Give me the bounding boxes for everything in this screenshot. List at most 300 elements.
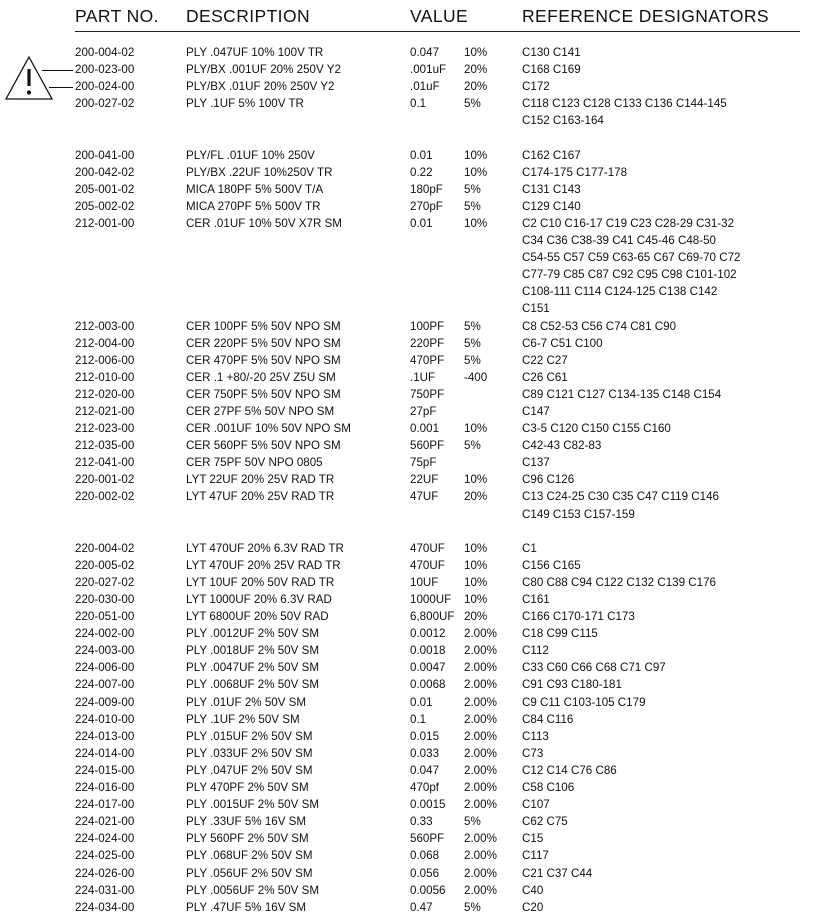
reference-designators-line: C26 C61 bbox=[522, 370, 568, 384]
value-cell: 100PF bbox=[410, 319, 445, 333]
description-cell: CER 470PF 5% 50V NPO SM bbox=[186, 353, 341, 367]
table-row bbox=[0, 591, 813, 608]
reference-designators-cell bbox=[522, 215, 802, 318]
tolerance-cell: 20% bbox=[464, 490, 488, 504]
description-cell: PLY 470PF 2% 50V SM bbox=[186, 781, 309, 795]
tolerance-cell: 5% bbox=[464, 815, 481, 829]
reference-designators-cell bbox=[522, 608, 802, 625]
table-row bbox=[0, 865, 813, 882]
description-cell: PLY .068UF 2% 50V SM bbox=[186, 849, 313, 863]
reference-designators-cell bbox=[522, 711, 802, 728]
table-row bbox=[0, 728, 813, 745]
tolerance-cell: 2.00% bbox=[464, 763, 497, 777]
description-cell: PLY .47UF 5% 16V SM bbox=[186, 900, 307, 914]
table-row bbox=[0, 642, 813, 659]
tolerance-cell: 5% bbox=[464, 336, 481, 350]
tolerance-cell: 2.00% bbox=[464, 883, 497, 897]
value-cell: 0.047 bbox=[410, 763, 440, 777]
reference-designators-line: C73 bbox=[522, 746, 544, 760]
part-number-cell: 224-010-00 bbox=[75, 712, 135, 726]
tolerance-cell: 2.00% bbox=[464, 832, 497, 846]
description-cell: LYT 47UF 20% 25V RAD TR bbox=[186, 490, 335, 504]
table-row bbox=[0, 335, 813, 352]
reference-designators-line: C9 C11 C103-105 C179 bbox=[522, 695, 646, 709]
table-row bbox=[0, 352, 813, 369]
tolerance-cell: 2.00% bbox=[464, 661, 497, 675]
part-number-cell: 224-015-00 bbox=[75, 763, 135, 777]
part-number-cell: 224-007-00 bbox=[75, 678, 135, 692]
table-row bbox=[0, 625, 813, 642]
reference-designators-cell bbox=[522, 830, 802, 847]
value-cell: 0.056 bbox=[410, 866, 440, 880]
value-cell: 180pF bbox=[410, 182, 443, 196]
part-number-cell: 205-001-02 bbox=[75, 182, 135, 196]
description-cell: PLY .0015UF 2% 50V SM bbox=[186, 798, 319, 812]
reference-designators-cell bbox=[522, 403, 802, 420]
part-number-cell: 212-010-00 bbox=[75, 370, 135, 384]
reference-designators-line: C8 C52-53 C56 C74 C81 C90 bbox=[522, 319, 677, 333]
table-header bbox=[0, 6, 813, 32]
reference-designators-cell bbox=[522, 796, 802, 813]
reference-designators-cell bbox=[522, 147, 802, 164]
tolerance-cell: 10% bbox=[464, 148, 488, 162]
part-number-cell: 224-026-00 bbox=[75, 866, 135, 880]
value-cell: .01uF bbox=[410, 80, 440, 94]
tolerance-cell: 2.00% bbox=[464, 644, 497, 658]
reference-designators-line: C118 C123 C128 C133 C136 C144-145 bbox=[522, 97, 727, 111]
value-cell: 0.47 bbox=[410, 900, 433, 914]
part-number-cell: 212-023-00 bbox=[75, 422, 135, 436]
part-number-cell: 212-020-00 bbox=[75, 387, 135, 401]
value-cell: 0.1 bbox=[410, 712, 427, 726]
description-cell: CER 100PF 5% 50V NPO SM bbox=[186, 319, 341, 333]
table-row bbox=[0, 454, 813, 471]
reference-designators-cell bbox=[522, 164, 802, 181]
part-number-cell: 200-023-00 bbox=[75, 63, 135, 77]
value-cell: 470UF bbox=[410, 541, 445, 555]
table-row bbox=[0, 44, 813, 61]
reference-designators-cell bbox=[522, 335, 802, 352]
table-row bbox=[0, 694, 813, 711]
table-row bbox=[0, 762, 813, 779]
value-cell: 560PF bbox=[410, 439, 445, 453]
reference-designators-cell bbox=[522, 198, 802, 215]
part-number-cell: 220-001-02 bbox=[75, 473, 135, 487]
description-cell: MICA 180PF 5% 500V T/A bbox=[186, 182, 324, 196]
description-cell: PLY .0068UF 2% 50V SM bbox=[186, 678, 319, 692]
reference-designators-cell bbox=[522, 899, 802, 916]
value-cell: 47UF bbox=[410, 490, 439, 504]
tolerance-cell: 5% bbox=[464, 353, 481, 367]
table-row bbox=[0, 574, 813, 591]
tolerance-cell: 10% bbox=[464, 165, 488, 179]
description-cell: LYT 22UF 20% 25V RAD TR bbox=[186, 473, 335, 487]
reference-designators-cell bbox=[522, 454, 802, 471]
reference-designators-cell bbox=[522, 728, 802, 745]
reference-designators-cell bbox=[522, 420, 802, 437]
description-cell: PLY .015UF 2% 50V SM bbox=[186, 729, 313, 743]
reference-designators-line: C1 bbox=[522, 541, 537, 555]
reference-designators-line: C112 bbox=[522, 644, 549, 658]
reference-designators-line: C117 bbox=[522, 849, 549, 863]
part-number-cell: 224-006-00 bbox=[75, 661, 135, 675]
tolerance-cell: 10% bbox=[464, 593, 488, 606]
reference-designators-line: C77-79 C85 C87 C92 C95 C98 C101-102 bbox=[522, 268, 737, 282]
description-cell: CER 220PF 5% 50V NPO SM bbox=[186, 336, 341, 350]
description-cell: PLY .0018UF 2% 50V SM bbox=[186, 644, 319, 658]
reference-designators-cell bbox=[522, 745, 802, 762]
table-row bbox=[0, 61, 813, 78]
part-number-cell: 200-024-00 bbox=[75, 80, 135, 94]
tolerance-cell: 10% bbox=[464, 422, 488, 436]
description-cell: PLY/BX .22UF 10%250V TR bbox=[186, 165, 333, 179]
value-cell: 270pF bbox=[410, 199, 443, 213]
part-number-cell: 224-024-00 bbox=[75, 832, 135, 846]
tolerance-cell: -400 bbox=[464, 370, 488, 384]
description-cell: PLY .033UF 2% 50V SM bbox=[186, 746, 313, 760]
part-number-cell: 224-003-00 bbox=[75, 644, 135, 658]
value-cell: .001uF bbox=[410, 63, 447, 77]
table-row bbox=[0, 488, 813, 522]
description-cell: PLY .01UF 2% 50V SM bbox=[186, 695, 307, 709]
reference-designators-line: C58 C106 bbox=[522, 781, 575, 795]
tolerance-cell: 2.00% bbox=[464, 712, 497, 726]
part-number-cell: 200-041-00 bbox=[75, 148, 135, 162]
reference-designators-line: C149 C153 C157-159 bbox=[522, 507, 635, 521]
reference-designators-line: C18 C99 C115 bbox=[522, 627, 598, 641]
part-number-cell: 212-041-00 bbox=[75, 456, 135, 470]
reference-designators-line: C152 C163-164 bbox=[522, 114, 604, 128]
reference-designators-line: C147 bbox=[522, 404, 550, 418]
reference-designators-line: C96 C126 bbox=[522, 473, 575, 487]
tolerance-cell: 10% bbox=[464, 558, 488, 572]
value-cell: 0.015 bbox=[410, 729, 440, 743]
reference-designators-cell bbox=[522, 352, 802, 369]
value-cell: 0.0012 bbox=[410, 627, 446, 641]
value-cell: 0.22 bbox=[410, 165, 433, 179]
reference-designators-line: C89 C121 C127 C134-135 C148 C154 bbox=[522, 387, 722, 401]
tolerance-cell: 5% bbox=[464, 900, 481, 914]
reference-designators-cell bbox=[522, 61, 802, 78]
reference-designators-line: C13 C24-25 C30 C35 C47 C119 C146 bbox=[522, 490, 719, 504]
reference-designators-cell bbox=[522, 488, 802, 522]
reference-designators-line: C80 C88 C94 C122 C132 C139 C176 bbox=[522, 575, 716, 589]
reference-designators-line: C12 C14 C76 C86 bbox=[522, 763, 617, 777]
description-cell: LYT 1000UF 20% 6.3V RAD bbox=[186, 593, 332, 606]
description-cell: CER .01UF 10% 50V X7R SM bbox=[186, 216, 342, 230]
value-cell: 470PF bbox=[410, 353, 445, 367]
description-cell: PLY .047UF 10% 100V TR bbox=[186, 46, 324, 59]
reference-designators-line: C166 C170-171 C173 bbox=[522, 610, 635, 624]
part-number-cell: 212-001-00 bbox=[75, 216, 135, 230]
part-number-cell: 212-006-00 bbox=[75, 353, 135, 367]
reference-designators-cell bbox=[522, 95, 802, 129]
value-cell: 470pf bbox=[410, 781, 440, 795]
description-cell: CER 75PF 50V NPO 0805 bbox=[186, 456, 323, 470]
description-cell: CER .001UF 10% 50V NPO SM bbox=[186, 422, 351, 436]
value-cell: 0.1 bbox=[410, 97, 427, 111]
value-cell: 0.047 bbox=[410, 46, 440, 59]
part-number-cell: 224-016-00 bbox=[75, 781, 135, 795]
part-number-cell: 224-025-00 bbox=[75, 849, 135, 863]
description-cell: PLY .1UF 2% 50V SM bbox=[186, 712, 300, 726]
description-cell: PLY .047UF 2% 50V SM bbox=[186, 763, 313, 777]
part-number-cell: 224-013-00 bbox=[75, 729, 135, 743]
reference-designators-line: C156 C165 bbox=[522, 558, 581, 572]
description-cell: PLY .1UF 5% 100V TR bbox=[186, 97, 304, 111]
value-cell: 0.068 bbox=[410, 849, 440, 863]
table-row bbox=[0, 779, 813, 796]
reference-designators-cell bbox=[522, 78, 802, 95]
table-row bbox=[0, 318, 813, 335]
tolerance-cell: 2.00% bbox=[464, 798, 497, 812]
description-cell: LYT 470UF 20% 25V RAD TR bbox=[186, 558, 341, 572]
value-cell: 0.033 bbox=[410, 746, 440, 760]
value-cell: 0.0068 bbox=[410, 678, 446, 692]
reference-designators-cell bbox=[522, 471, 802, 488]
part-number-cell: 220-005-02 bbox=[75, 558, 135, 572]
description-cell: LYT 10UF 20% 50V RAD TR bbox=[186, 575, 335, 589]
reference-designators-line: C42-43 C82-83 bbox=[522, 439, 602, 453]
reference-designators-cell bbox=[522, 813, 802, 830]
value-cell: .1UF bbox=[410, 370, 436, 384]
value-cell: 22UF bbox=[410, 473, 439, 487]
table-row bbox=[0, 403, 813, 420]
reference-designators-cell bbox=[522, 762, 802, 779]
part-number-cell: 212-035-00 bbox=[75, 439, 135, 453]
part-number-cell: 200-027-02 bbox=[75, 97, 135, 111]
table-row bbox=[0, 882, 813, 899]
header-reference-designators: REFERENCE DESIGNATORS bbox=[522, 6, 769, 26]
table-row bbox=[0, 659, 813, 676]
description-cell: LYT 6800UF 20% 50V RAD bbox=[186, 610, 329, 624]
description-cell: CER 27PF 5% 50V NPO SM bbox=[186, 404, 335, 418]
tolerance-cell: 2.00% bbox=[464, 746, 497, 760]
tolerance-cell: 2.00% bbox=[464, 849, 497, 863]
value-cell: 6,800UF bbox=[410, 610, 455, 624]
value-cell: 0.0018 bbox=[410, 644, 446, 658]
part-number-cell: 220-004-02 bbox=[75, 541, 135, 555]
reference-designators-line: C113 bbox=[522, 729, 549, 743]
description-cell: CER 560PF 5% 50V NPO SM bbox=[186, 439, 341, 453]
description-cell: CER 750PF 5% 50V NPO SM bbox=[186, 387, 341, 401]
tolerance-cell: 2.00% bbox=[464, 678, 497, 692]
part-number-cell: 224-014-00 bbox=[75, 746, 135, 760]
tolerance-cell: 20% bbox=[464, 63, 488, 77]
reference-designators-cell bbox=[522, 181, 802, 198]
tolerance-cell: 5% bbox=[464, 97, 481, 111]
table-row bbox=[0, 95, 813, 129]
table-row bbox=[0, 198, 813, 215]
table-row bbox=[0, 437, 813, 454]
part-number-cell: 224-009-00 bbox=[75, 695, 135, 709]
tolerance-cell: 2.00% bbox=[464, 627, 497, 641]
reference-designators-cell bbox=[522, 369, 802, 386]
description-cell: PLY/BX .01UF 20% 250V Y2 bbox=[186, 80, 335, 94]
tolerance-cell: 5% bbox=[464, 439, 481, 453]
value-cell: 0.33 bbox=[410, 815, 433, 829]
reference-designators-line: C168 C169 bbox=[522, 63, 581, 77]
tolerance-cell: 5% bbox=[464, 199, 481, 213]
table-row bbox=[0, 557, 813, 574]
reference-designators-line: C172 bbox=[522, 80, 550, 94]
reference-designators-line: C62 C75 bbox=[522, 815, 568, 829]
tolerance-cell: 5% bbox=[464, 319, 481, 333]
value-cell: 0.0056 bbox=[410, 883, 446, 897]
reference-designators-cell bbox=[522, 318, 802, 335]
value-cell: 470UF bbox=[410, 558, 445, 572]
reference-designators-cell bbox=[522, 591, 802, 608]
reference-designators-line: C91 C93 C180-181 bbox=[522, 678, 622, 692]
part-number-cell: 212-021-00 bbox=[75, 404, 135, 418]
tolerance-cell: 10% bbox=[464, 541, 488, 555]
reference-designators-cell bbox=[522, 642, 802, 659]
tolerance-cell: 10% bbox=[464, 575, 488, 589]
tolerance-cell: 2.00% bbox=[464, 729, 497, 743]
reference-designators-line: C108-111 C114 C124-125 C138 C142 bbox=[522, 285, 718, 299]
reference-designators-line: C161 bbox=[522, 593, 550, 606]
table-row bbox=[0, 711, 813, 728]
reference-designators-line: C21 C37 C44 bbox=[522, 866, 593, 880]
part-number-cell: 205-002-02 bbox=[75, 199, 135, 213]
part-number-cell: 224-002-00 bbox=[75, 627, 135, 641]
table-row bbox=[0, 745, 813, 762]
reference-designators-cell bbox=[522, 574, 802, 591]
table-row bbox=[0, 608, 813, 625]
table-row bbox=[0, 899, 813, 916]
reference-designators-line: C174-175 C177-178 bbox=[522, 165, 628, 179]
description-cell: PLY/BX .001UF 20% 250V Y2 bbox=[186, 63, 341, 77]
table-row bbox=[0, 847, 813, 864]
reference-designators-line: C34 C36 C38-39 C41 C45-46 C48-50 bbox=[522, 234, 716, 248]
header-rule bbox=[75, 31, 800, 32]
description-cell: PLY 560PF 2% 50V SM bbox=[186, 832, 309, 846]
value-cell: 0.0047 bbox=[410, 661, 446, 675]
description-cell: MICA 270PF 5% 500V TR bbox=[186, 199, 321, 213]
header-part-no: PART NO. bbox=[75, 6, 159, 26]
table-row bbox=[0, 215, 813, 318]
value-cell: 27pF bbox=[410, 404, 437, 418]
reference-designators-cell bbox=[522, 625, 802, 642]
reference-designators-line: C3-5 C120 C150 C155 C160 bbox=[522, 422, 671, 436]
description-cell: LYT 470UF 20% 6.3V RAD TR bbox=[186, 541, 344, 555]
value-cell: 560PF bbox=[410, 832, 445, 846]
reference-designators-line: C151 bbox=[522, 302, 550, 316]
reference-designators-cell bbox=[522, 386, 802, 403]
value-cell: 0.01 bbox=[410, 148, 433, 162]
value-cell: 0.01 bbox=[410, 216, 433, 230]
header-value: VALUE bbox=[410, 6, 469, 26]
reference-designators-cell bbox=[522, 44, 802, 61]
description-cell: PLY .33UF 5% 16V SM bbox=[186, 815, 307, 829]
reference-designators-cell bbox=[522, 437, 802, 454]
part-number-cell: 224-021-00 bbox=[75, 815, 135, 829]
reference-designators-line: C20 bbox=[522, 900, 544, 914]
reference-designators-line: C6-7 C51 C100 bbox=[522, 336, 603, 350]
parts-table-body bbox=[0, 44, 813, 916]
table-row bbox=[0, 540, 813, 557]
reference-designators-line: C137 bbox=[522, 456, 550, 470]
tolerance-cell: 2.00% bbox=[464, 695, 497, 709]
reference-designators-line: C22 C27 bbox=[522, 353, 568, 367]
reference-designators-line: C54-55 C57 C59 C63-65 C67 C69-70 C72 bbox=[522, 251, 741, 265]
table-row bbox=[0, 386, 813, 403]
part-number-cell: 224-031-00 bbox=[75, 883, 135, 897]
reference-designators-line: C15 bbox=[522, 832, 544, 846]
value-cell: 0.001 bbox=[410, 422, 440, 436]
part-number-cell: 220-002-02 bbox=[75, 490, 135, 504]
reference-designators-cell bbox=[522, 779, 802, 796]
header-description: DESCRIPTION bbox=[186, 6, 310, 26]
part-number-cell: 220-051-00 bbox=[75, 610, 135, 624]
tolerance-cell: 10% bbox=[464, 473, 488, 487]
part-number-cell: 220-027-02 bbox=[75, 575, 135, 589]
reference-designators-cell bbox=[522, 540, 802, 557]
table-row bbox=[0, 164, 813, 181]
table-row bbox=[0, 830, 813, 847]
tolerance-cell: 2.00% bbox=[464, 866, 497, 880]
reference-designators-cell bbox=[522, 694, 802, 711]
description-cell: PLY .0047UF 2% 50V SM bbox=[186, 661, 319, 675]
reference-designators-line: C162 C167 bbox=[522, 148, 581, 162]
reference-designators-cell bbox=[522, 865, 802, 882]
table-row bbox=[0, 813, 813, 830]
tolerance-cell: 20% bbox=[464, 610, 488, 624]
reference-designators-line: C40 bbox=[522, 883, 544, 897]
table-row bbox=[0, 147, 813, 164]
tolerance-cell: 10% bbox=[464, 46, 488, 59]
reference-designators-line: C33 C60 C66 C68 C71 C97 bbox=[522, 661, 666, 675]
reference-designators-line: C129 C140 bbox=[522, 199, 581, 213]
tolerance-cell: 5% bbox=[464, 182, 481, 196]
reference-designators-line: C84 C116 bbox=[522, 712, 574, 726]
value-cell: 10UF bbox=[410, 575, 439, 589]
reference-designators-line: C2 C10 C16-17 C19 C23 C28-29 C31-32 bbox=[522, 216, 735, 230]
tolerance-cell: 2.00% bbox=[464, 781, 497, 795]
reference-designators-line: C131 C143 bbox=[522, 182, 581, 196]
reference-designators-cell bbox=[522, 882, 802, 899]
value-cell: 750PF bbox=[410, 387, 445, 401]
value-cell: 0.01 bbox=[410, 695, 433, 709]
reference-designators-cell bbox=[522, 847, 802, 864]
part-number-cell: 220-030-00 bbox=[75, 593, 135, 606]
reference-designators-line: C107 bbox=[522, 798, 550, 812]
description-cell: PLY .0012UF 2% 50V SM bbox=[186, 627, 319, 641]
table-row bbox=[0, 420, 813, 437]
table-row bbox=[0, 796, 813, 813]
reference-designators-line: C130 C141 bbox=[522, 46, 581, 59]
description-cell: CER .1 +80/-20 25V Z5U SM bbox=[186, 370, 336, 384]
value-cell: 220PF bbox=[410, 336, 445, 350]
value-cell: 0.0015 bbox=[410, 798, 446, 812]
part-number-cell: 200-004-02 bbox=[75, 46, 135, 59]
table-row bbox=[0, 676, 813, 693]
description-cell: PLY .0056UF 2% 50V SM bbox=[186, 883, 319, 897]
part-number-cell: 224-034-00 bbox=[75, 900, 135, 914]
part-number-cell: 200-042-02 bbox=[75, 165, 135, 179]
table-row bbox=[0, 369, 813, 386]
part-number-cell: 212-003-00 bbox=[75, 319, 135, 333]
table-row bbox=[0, 471, 813, 488]
table-row bbox=[0, 181, 813, 198]
description-cell: PLY .056UF 2% 50V SM bbox=[186, 866, 313, 880]
part-number-cell: 224-017-00 bbox=[75, 798, 135, 812]
table-row bbox=[0, 78, 813, 95]
description-cell: PLY/FL .01UF 10% 250V bbox=[186, 148, 315, 162]
value-cell: 75pF bbox=[410, 456, 437, 470]
tolerance-cell: 10% bbox=[464, 216, 488, 230]
tolerance-cell: 20% bbox=[464, 80, 488, 94]
